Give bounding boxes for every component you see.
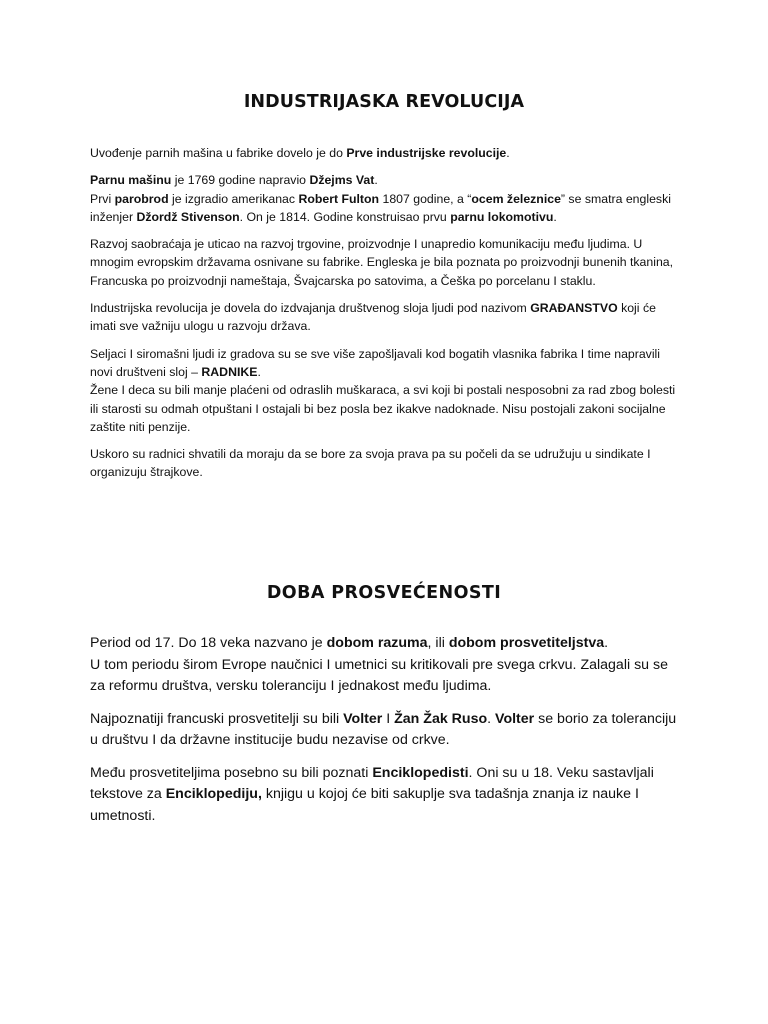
text: . [374,173,378,188]
paragraph [90,633,680,698]
text: Prvi [90,191,115,206]
text: I [382,710,395,727]
paragraph [90,144,680,162]
text: Uvođenje parnih mašina u fabrike dovelo je do [90,146,347,160]
text: . Oni su u 18. Veku sastavljali tekstove za [90,764,654,802]
text: . On je 1814. Godine konstruisao prvu [239,209,451,224]
bold-text: Parnu mašinu [90,173,172,188]
text: 1807 godine, a “ [379,191,472,206]
text: ” se smatra engleski inženjer [90,191,671,224]
bold-text: Volter [343,710,383,727]
text: . [506,146,510,160]
text: koji će imati sve važniju ulogu u razvoju država. [90,301,656,334]
bold-text: Prve industrijske revolucije [346,146,507,160]
paragraph: Razvoj saobraćaja je uticao na razvoj trgovine, proizvodnje I unapredio komunikaciju među ljudima. U mnogim evropskim državama osnivane su fabrike. Engleska je bila poznata po proizvodnji bunenih tkanina, Francuska po proizvodnji nameštaja, Švajcarska po satovima, a Češka po porcelanu I staklu. [90,237,674,288]
paragraph [90,345,680,436]
text: je izgradio amerikanac [168,191,299,206]
text: se borio za toleranciju u društvu I da državne institucije budu nezavise od crkve. [90,710,677,748]
bold-text: Enciklopediju, [165,786,262,802]
bold-text: Robert Fulton [298,191,380,206]
section-enlightenment [90,633,680,838]
paragraph: Uskoro su radnici shvatili da moraju da se bore za svoja prava pa su počeli da se udružuju u sindikate I organizuju štrajkove. [90,447,651,480]
text: je 1769 godine napravio [171,173,310,188]
text: Žene I deca su bili manje plaćeni od odraslih muškaraca, a svi koji bi postali nesposobni za rad zbog bolesti ili starosti su odmah otpuštani I ostajali bi bez posla bez ikakve nadoknade. Nisu postojali zakoni socijalne zaštite niti penzije. [90,383,676,434]
text: . [487,710,496,727]
text: U tom periodu širom Evrope naučnici I umetnici su kritikovali pre svega crkvu. Zalagali su se za reformu društva, versku toleranciju I jednakost među ljudima. [90,656,668,694]
bold-text: dobom prosvetiteljstva [448,635,605,651]
bold-text: GRAĐANSTVO [530,301,618,316]
bold-text: RADNIKE [201,364,258,379]
bold-text: Volter [495,710,535,727]
bold-text: ocem železnice [471,191,561,206]
text: Industrijska revolucija je dovela do izdvajanja društvenog sloja ljudi pod nazivom [90,301,531,316]
text: , ili [427,635,449,651]
text: . [553,209,557,224]
bold-text: Žan Žak Ruso [394,710,488,727]
section-title-enlightenment: DOBA PROSVEĆENOSTI [266,583,502,603]
paragraph [90,299,680,336]
text: . [257,364,261,379]
text: Među prosvetiteljima posebno su bili poznati [90,764,373,781]
text: Seljaci I siromašni ljudi iz gradova su se sve više zapošljavali kod bogatih vlasnika fabrika I time napravili novi društveni sloj – [90,346,661,379]
bold-text: Džejms Vat [309,173,375,188]
paragraph [90,171,680,226]
text: Najpoznatiji francuski prosvetitelji su bili [90,710,344,727]
section-title-industrial-revolution: INDUSTRIJASKA REVOLUCIJA [243,92,525,112]
bold-text: Enciklopedisti [372,764,469,781]
bold-text: parnu lokomotivu [450,209,554,224]
paragraph [90,709,680,752]
bold-text: Džordž Stivenson [136,209,240,224]
text: Period od 17. Do 18 veka nazvano je [90,635,327,651]
paragraph [90,763,680,828]
bold-text: parobrod [114,191,169,206]
section-industrial-revolution [90,144,680,491]
text: . [604,635,609,651]
bold-text: dobom razuma [326,635,428,651]
text: knjigu u kojoj će biti sakuplje sva tadašnja znanja iz nauke I umetnosti. [90,786,639,824]
